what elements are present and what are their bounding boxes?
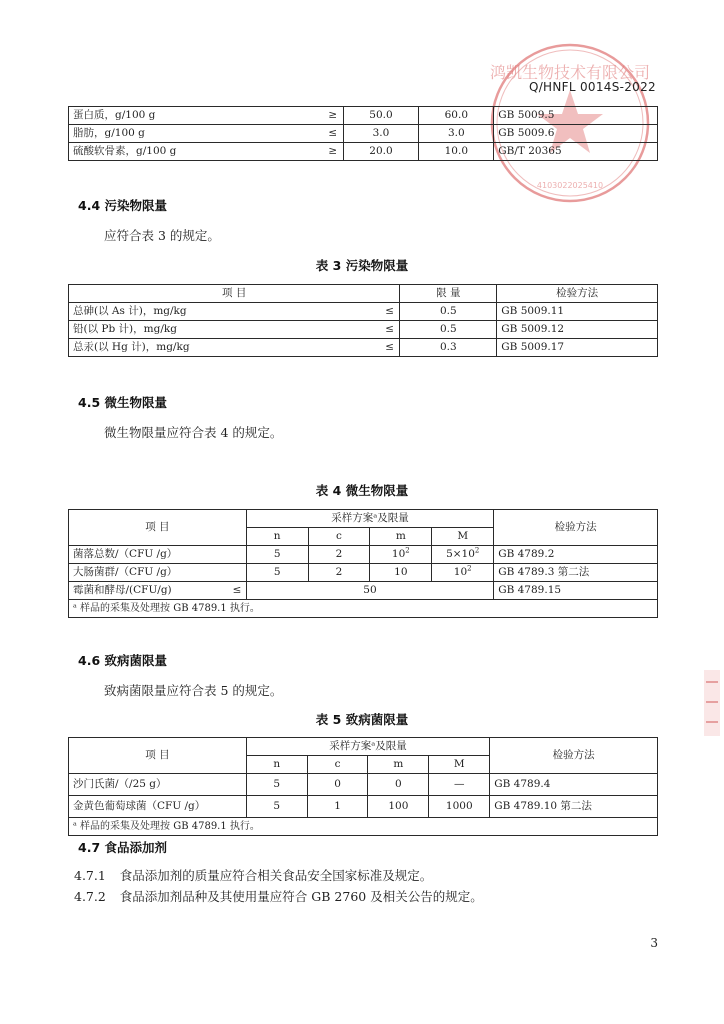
svg-text:鸿凯生物技术有限公司: 鸿凯生物技术有限公司 — [489, 63, 651, 82]
method-cell: GB 4789.15 — [494, 582, 658, 600]
section-heading-4-5: 4.5 微生物限量 — [78, 395, 167, 410]
M-cell: — — [429, 774, 490, 796]
item-cell: 大肠菌群/（CFU /g） — [69, 564, 247, 582]
header-method: 检验方法 — [494, 510, 658, 546]
n-cell: 5 — [246, 564, 308, 582]
item-cell: 铅(以 Pb 计)，mg/kg — [69, 321, 380, 339]
header-sampling: 采样方案ᵃ及限量 — [246, 738, 489, 756]
value-cell: 10.0 — [419, 143, 494, 161]
header-item: 项 目 — [69, 738, 247, 774]
table-row — [69, 321, 658, 339]
table-row — [69, 582, 658, 600]
page-number: 3 — [650, 936, 658, 950]
section-heading-4-4: 4.4 污染物限量 — [78, 198, 167, 213]
header-c: c — [307, 756, 368, 774]
header-M: M — [432, 528, 494, 546]
section-paragraph-4-5: 微生物限量应符合表 4 的规定。 — [104, 425, 283, 440]
n-cell: 5 — [246, 546, 308, 564]
M-value: 5×10 — [446, 548, 475, 560]
header-method: 检验方法 — [490, 738, 658, 774]
M-cell: 1000 — [429, 796, 490, 818]
item-cell: 沙门氏菌/（/25 g） — [69, 774, 247, 796]
c-cell: 1 — [307, 796, 368, 818]
table-row — [69, 774, 658, 796]
table-contaminants — [68, 284, 658, 357]
header-c: c — [308, 528, 370, 546]
M-exponent: 2 — [474, 546, 480, 555]
table-row — [69, 546, 658, 564]
M-value: 10 — [453, 566, 468, 578]
table-row — [69, 143, 658, 161]
table-footnote: ᵃ 样品的采集及处理按 GB 4789.1 执行。 — [69, 818, 658, 836]
table-caption-5: 表 5 致病菌限量 — [315, 712, 409, 727]
M-exponent: 2 — [467, 564, 472, 573]
item-cell: 菌落总数/（CFU /g） — [69, 546, 247, 564]
method-cell: GB 4789.3 第二法 — [494, 564, 658, 582]
document-id: Q/HNFL 0014S-2022 — [528, 80, 656, 94]
limit-cell: 0.5 — [400, 303, 497, 321]
value-cell: 3.0 — [343, 125, 419, 143]
table-caption-4: 表 4 微生物限量 — [315, 483, 409, 498]
section-paragraph-4-4: 应符合表 3 的规定。 — [104, 228, 220, 243]
operator-cell: ≤ — [380, 321, 400, 339]
method-cell: GB 4789.4 — [490, 774, 658, 796]
method-cell: GB 5009.6 — [494, 125, 658, 143]
limit-cell: 50 — [246, 582, 493, 600]
c-cell: 2 — [308, 564, 370, 582]
operator-cell: ≤ — [323, 125, 343, 143]
item-cell: 脂肪，g/100 g — [69, 125, 324, 143]
section-heading-4-6: 4.6 致病菌限量 — [78, 653, 167, 668]
value-cell: 50.0 — [343, 107, 419, 125]
table-header-row — [69, 738, 658, 756]
M-cell — [432, 546, 494, 564]
subsection-4-7-2 — [74, 887, 483, 905]
table-row — [69, 339, 658, 357]
m-cell — [370, 546, 432, 564]
value-cell: 3.0 — [419, 125, 494, 143]
m-cell: 10 — [370, 564, 432, 582]
header-limit: 限 量 — [400, 285, 497, 303]
item-cell: 总砷(以 As 计)，mg/kg — [69, 303, 380, 321]
table-caption-3: 表 3 污染物限量 — [315, 258, 409, 273]
item-cell: 总汞(以 Hg 计)，mg/kg — [69, 339, 380, 357]
table-footnote-row — [69, 600, 658, 618]
operator-cell: ≤ — [380, 303, 400, 321]
header-n: n — [246, 756, 307, 774]
svg-text:4103022025410: 4103022025410 — [536, 181, 604, 190]
subsection-text: 食品添加剂的质量应符合相关食品安全国家标准及规定。 — [119, 868, 433, 883]
header-n: n — [246, 528, 308, 546]
subsection-text: 食品添加剂品种及其使用量应符合 GB 2760 及相关公告的规定。 — [119, 889, 483, 904]
limit-cell: 0.5 — [400, 321, 497, 339]
item-cell: 霉菌和酵母/(CFU/g) — [69, 582, 229, 600]
m-cell: 100 — [368, 796, 429, 818]
table-footnote: ᵃ 样品的采集及处理按 GB 4789.1 执行。 — [69, 600, 658, 618]
operator-cell: ≥ — [323, 143, 343, 161]
m-cell: 0 — [368, 774, 429, 796]
method-cell: GB 4789.2 — [494, 546, 658, 564]
header-item: 项 目 — [69, 285, 400, 303]
operator-cell: ≤ — [228, 582, 246, 600]
item-cell: 金黄色葡萄球菌（CFU /g） — [69, 796, 247, 818]
header-sampling: 采样方案ᵃ及限量 — [246, 510, 493, 528]
method-cell: GB 5009.5 — [494, 107, 658, 125]
limit-cell: 0.3 — [400, 339, 497, 357]
table-pathogens — [68, 737, 658, 836]
value-cell: 20.0 — [343, 143, 419, 161]
m-exponent: 2 — [405, 546, 410, 555]
method-cell: GB/T 20365 — [494, 143, 658, 161]
table-row — [69, 303, 658, 321]
item-cell: 蛋白质，g/100 g — [69, 107, 324, 125]
subsection-number: 4.7.2 — [74, 889, 106, 904]
method-cell: GB 5009.11 — [497, 303, 658, 321]
item-cell: 硫酸软骨素，g/100 g — [69, 143, 324, 161]
subsection-4-7-1 — [74, 866, 432, 884]
section-paragraph-4-6: 致病菌限量应符合表 5 的规定。 — [104, 683, 283, 698]
method-cell: GB 5009.12 — [497, 321, 658, 339]
operator-cell: ≥ — [323, 107, 343, 125]
operator-cell: ≤ — [380, 339, 400, 357]
section-heading-4-7: 4.7 食品添加剂 — [78, 840, 167, 855]
table-microbial — [68, 509, 658, 618]
value-cell: 60.0 — [419, 107, 494, 125]
n-cell: 5 — [246, 796, 307, 818]
method-cell: GB 4789.10 第二法 — [490, 796, 658, 818]
header-m: m — [368, 756, 429, 774]
table-header-row — [69, 510, 658, 528]
n-cell: 5 — [246, 774, 307, 796]
header-item: 项 目 — [69, 510, 247, 546]
table-row — [69, 125, 658, 143]
header-M: M — [429, 756, 490, 774]
c-cell: 0 — [307, 774, 368, 796]
table-row — [69, 107, 658, 125]
table-row — [69, 796, 658, 818]
table-footnote-row — [69, 818, 658, 836]
m-value: 10 — [391, 548, 406, 560]
c-cell: 2 — [308, 546, 370, 564]
subsection-number: 4.7.1 — [74, 868, 106, 883]
table-header-row — [69, 285, 658, 303]
header-m: m — [370, 528, 432, 546]
header-method: 检验方法 — [497, 285, 658, 303]
M-cell — [432, 564, 494, 582]
table-row — [69, 564, 658, 582]
table-nutrients — [68, 106, 658, 161]
method-cell: GB 5009.17 — [497, 339, 658, 357]
